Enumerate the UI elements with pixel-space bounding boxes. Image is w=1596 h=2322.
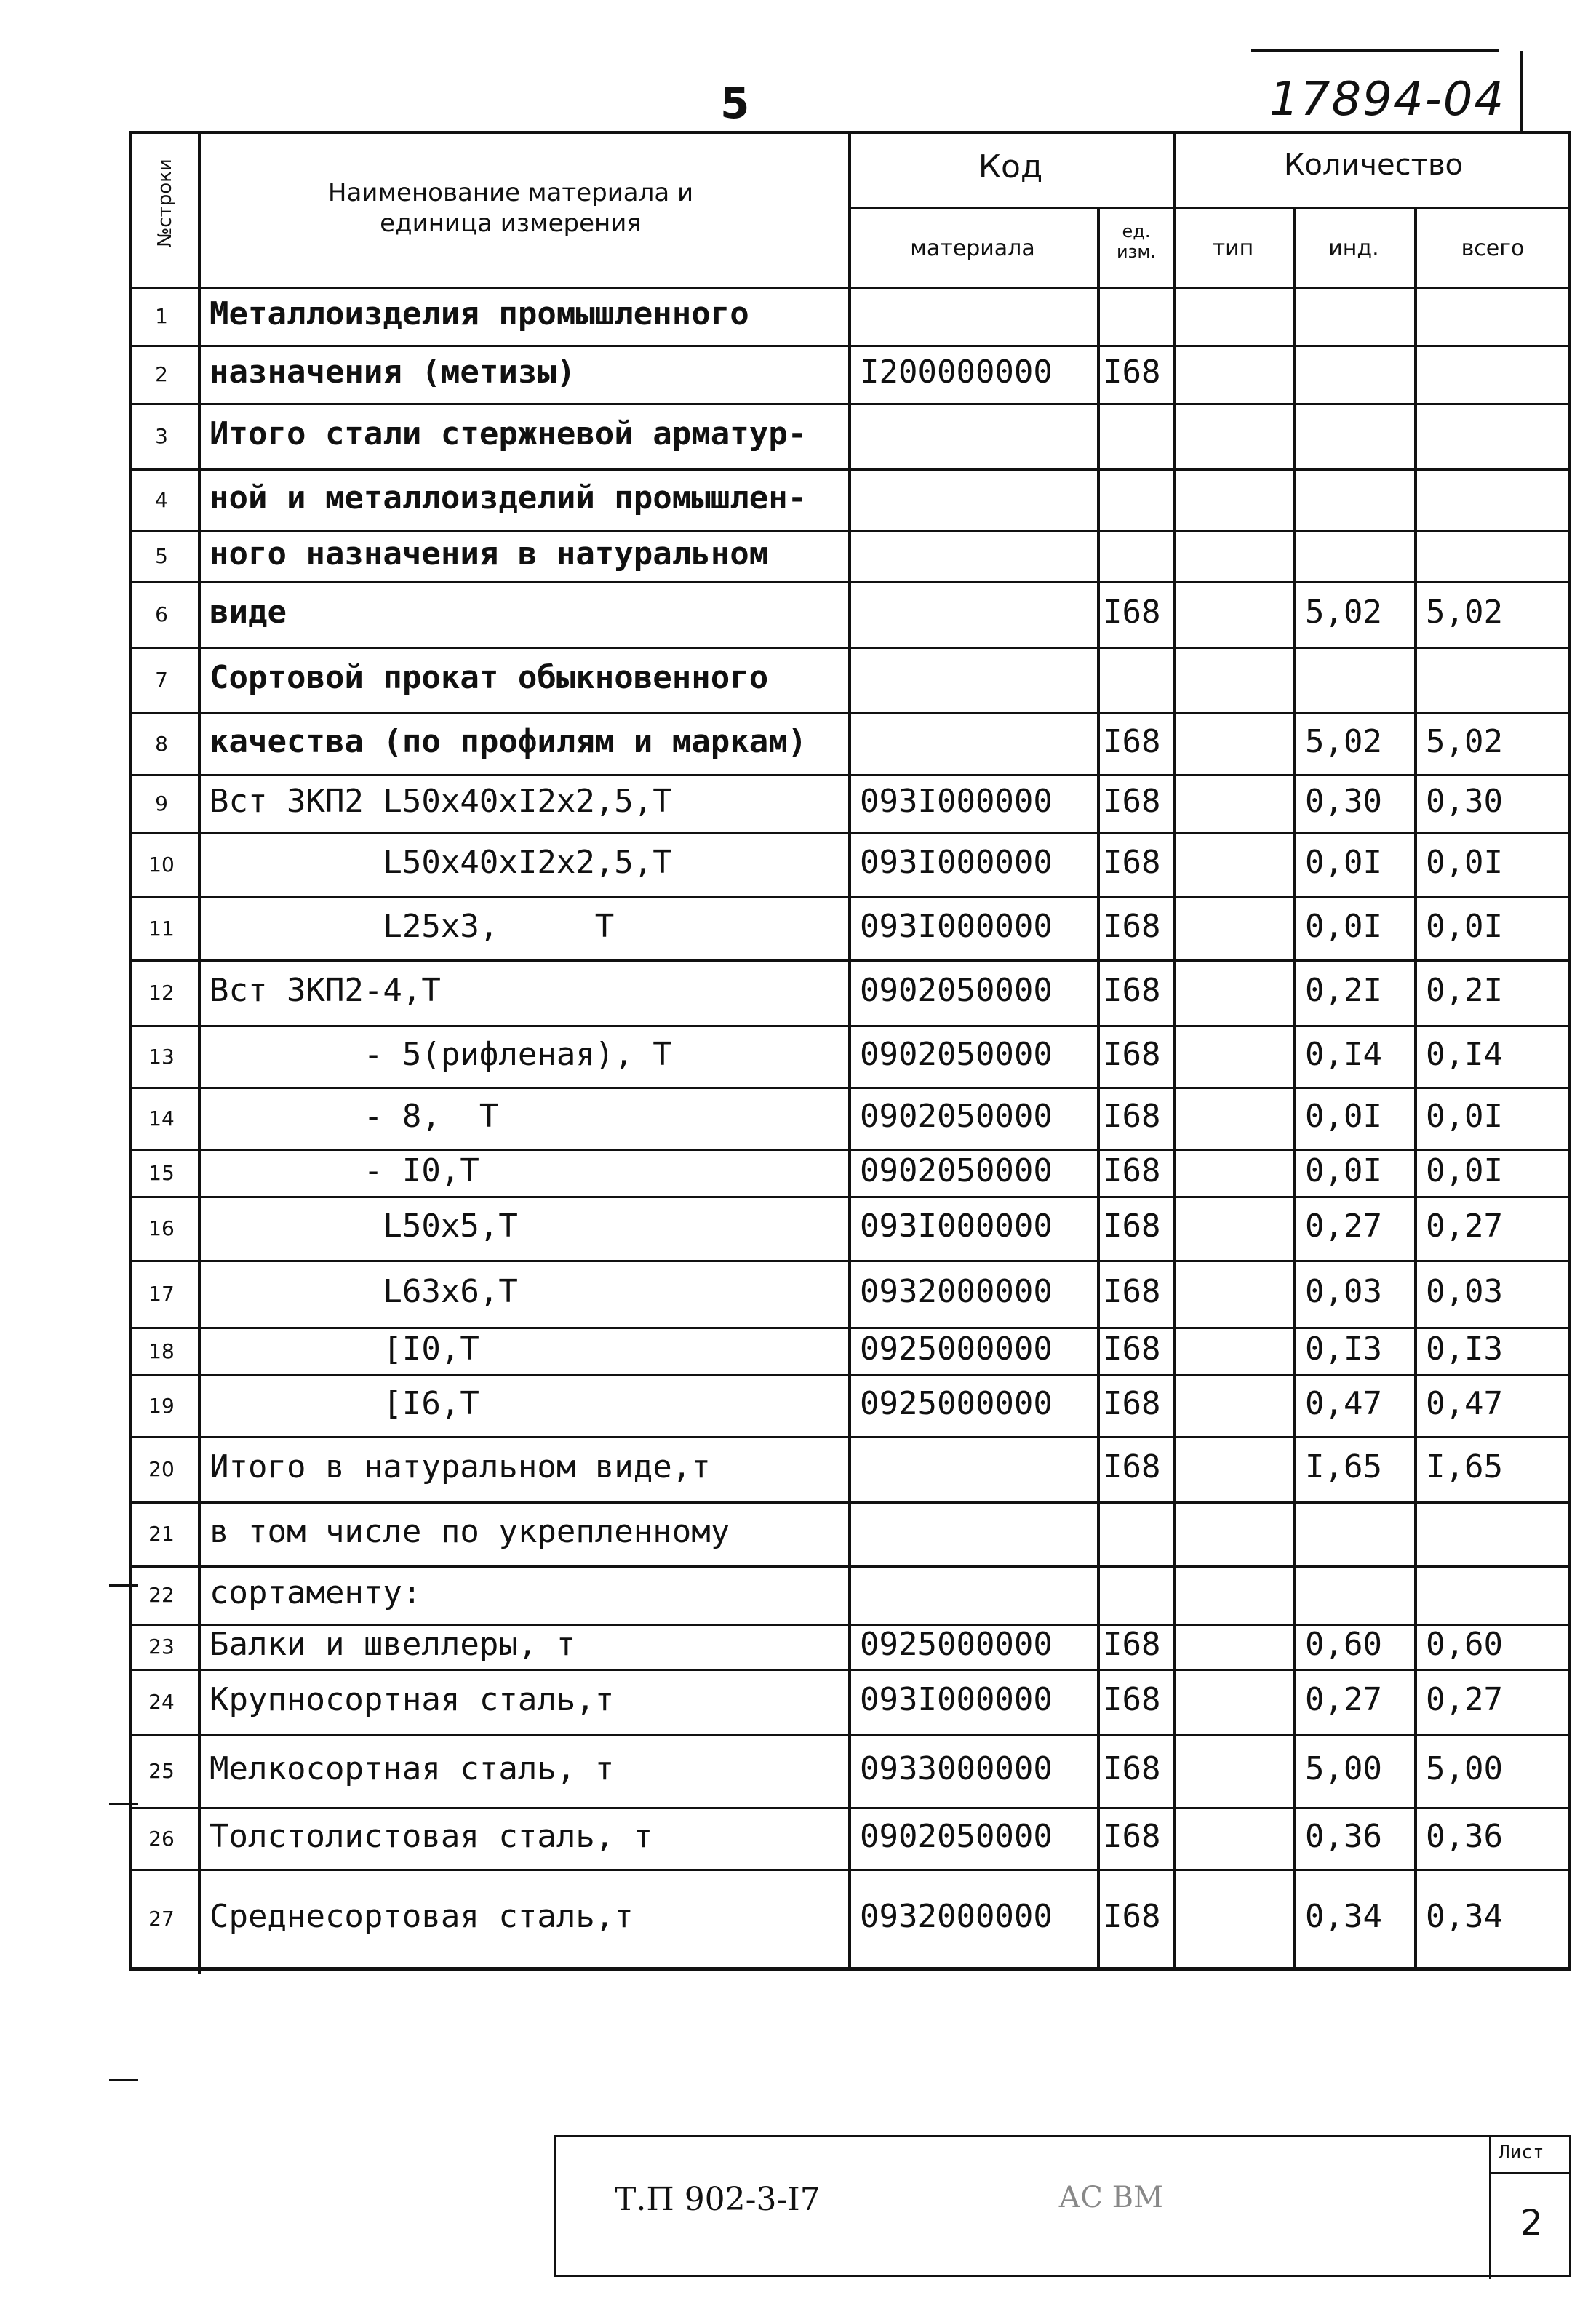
row-divider — [132, 530, 1571, 532]
cell-total: 0,47 — [1426, 1384, 1503, 1422]
cell-name: Итого в натуральном виде,т — [210, 1448, 711, 1485]
title-block — [554, 2135, 1571, 2277]
header-qty-type: тип — [1212, 236, 1254, 261]
cell-unit: I68 — [1103, 1273, 1161, 1310]
cell-name: L50x5,Т — [210, 1208, 518, 1245]
row-divider — [132, 1436, 1571, 1438]
cell-total: 0,2I — [1426, 972, 1503, 1009]
cell-ind: 0,2I — [1305, 972, 1382, 1009]
table-body-bottom — [132, 1967, 1571, 1969]
cell-name: [I0,Т — [210, 1330, 479, 1368]
cell-ind: 5,02 — [1305, 722, 1382, 760]
cell-mat: 0902050000 — [860, 1035, 1053, 1073]
cell-ind: I,65 — [1305, 1448, 1382, 1485]
cell-ind: 5,02 — [1305, 594, 1382, 631]
header-qty-ind: инд. — [1328, 236, 1379, 261]
cell-name: в том числе по укрепленному — [210, 1513, 730, 1550]
row-number: 27 — [148, 1906, 175, 1931]
row-divider — [132, 468, 1571, 471]
cell-unit: I68 — [1103, 1152, 1161, 1189]
cell-name: L63x6,Т — [210, 1273, 518, 1310]
cell-total: 5,02 — [1426, 594, 1503, 631]
row-number: 14 — [148, 1106, 175, 1130]
cell-name: назначения (метизы) — [210, 354, 576, 391]
row-number: 24 — [148, 1690, 175, 1714]
cell-mat: 0902050000 — [860, 972, 1053, 1009]
cell-total: I,65 — [1426, 1448, 1503, 1485]
cell-unit: I68 — [1103, 783, 1161, 820]
row-divider — [132, 1260, 1571, 1262]
header-bottom — [132, 287, 1571, 289]
row-number: 20 — [148, 1457, 175, 1481]
cell-name: ной и металлоизделий промышлен- — [210, 479, 807, 516]
cell-unit: I68 — [1103, 1330, 1161, 1368]
cell-unit: I68 — [1103, 594, 1161, 631]
cell-mat: 0902050000 — [860, 1152, 1053, 1189]
cell-name: - I0,Т — [210, 1152, 479, 1189]
cell-mat: 0902050000 — [860, 1817, 1053, 1855]
doc-number-underline — [1251, 49, 1499, 52]
cell-total: 0,27 — [1426, 1681, 1503, 1718]
cell-ind: 0,60 — [1305, 1626, 1382, 1663]
cell-name: Мелкосортная сталь, т — [210, 1750, 615, 1787]
cell-total: 0,0I — [1426, 1152, 1503, 1189]
cell-name: - 8, Т — [210, 1097, 499, 1135]
cell-mat: 0925000000 — [860, 1330, 1053, 1368]
cell-total: 0,27 — [1426, 1208, 1503, 1245]
sheet-label: Лист — [1499, 2142, 1544, 2163]
cell-mat: 093I000000 — [860, 907, 1053, 945]
row-number: 13 — [148, 1044, 175, 1069]
cell-total: 0,36 — [1426, 1817, 1503, 1855]
cell-unit: I68 — [1103, 1384, 1161, 1422]
cell-name: Итого стали стержневой арматур- — [210, 415, 807, 452]
row-number: 10 — [148, 853, 175, 877]
cell-name: L50x40xI2x2,5,Т — [210, 844, 672, 881]
header-code-material: материала — [910, 236, 1035, 261]
cell-total: 0,03 — [1426, 1273, 1503, 1310]
cell-mat: 093I000000 — [860, 844, 1053, 881]
row-divider — [132, 647, 1571, 649]
col-divider — [198, 134, 201, 1974]
sheet-separator — [1491, 2172, 1571, 2174]
cell-ind: 0,36 — [1305, 1817, 1382, 1855]
cell-ind: 5,00 — [1305, 1750, 1382, 1787]
cell-total: 5,00 — [1426, 1750, 1503, 1787]
cell-name: сортаменту: — [210, 1574, 422, 1611]
title-block-code: Т.П 902-3-I7 — [615, 2181, 821, 2218]
cell-mat: 093I000000 — [860, 1681, 1053, 1718]
cell-name: Балки и швеллеры, т — [210, 1626, 576, 1663]
cell-mat: 0933000000 — [860, 1750, 1053, 1787]
cell-ind: 0,03 — [1305, 1273, 1382, 1310]
cell-mat: 0932000000 — [860, 1897, 1053, 1935]
row-number: 3 — [155, 424, 168, 448]
row-divider — [132, 1196, 1571, 1198]
cell-mat: 0932000000 — [860, 1273, 1053, 1310]
cell-name: Крупносортная сталь,т — [210, 1681, 615, 1718]
title-block-mark: АС ВМ — [1058, 2181, 1163, 2214]
row-number: 8 — [155, 731, 168, 756]
cell-name: виде — [210, 594, 287, 631]
cell-name: Сортовой прокат обыкновенного — [210, 659, 769, 696]
cell-ind: 0,30 — [1305, 783, 1382, 820]
row-number: 16 — [148, 1216, 175, 1240]
cell-ind: 0,0I — [1305, 907, 1382, 945]
cell-mat: I200000000 — [860, 354, 1053, 391]
cell-name: ного назначения в натуральном — [210, 535, 769, 572]
cell-mat: 093I000000 — [860, 783, 1053, 820]
header-name: Наименование материала и единица измерения — [327, 178, 694, 238]
row-number: 5 — [155, 544, 168, 568]
row-number: 12 — [148, 981, 175, 1005]
row-number: 11 — [148, 916, 175, 941]
row-number: 23 — [148, 1635, 175, 1659]
cell-total: 0,60 — [1426, 1626, 1503, 1663]
header-quantity: Количество — [1283, 148, 1463, 182]
cell-unit: I68 — [1103, 1750, 1161, 1787]
row-number: 1 — [155, 304, 168, 328]
header-row-number: №строки — [154, 159, 176, 247]
header-code-unit: ед. изм. — [1116, 221, 1157, 262]
cell-unit: I68 — [1103, 1097, 1161, 1135]
row-divider — [132, 1807, 1571, 1809]
margin-tick — [109, 2079, 138, 2081]
row-divider — [132, 345, 1571, 347]
row-divider — [132, 959, 1571, 962]
row-divider — [132, 1869, 1571, 1871]
row-divider — [132, 1501, 1571, 1504]
cell-mat: 0925000000 — [860, 1626, 1053, 1663]
row-number: 21 — [148, 1522, 175, 1546]
specification-table — [129, 131, 1571, 1971]
cell-total: 5,02 — [1426, 722, 1503, 760]
row-divider — [132, 581, 1571, 583]
col-divider — [848, 134, 851, 1967]
cell-ind: 0,34 — [1305, 1897, 1382, 1935]
cell-unit: I68 — [1103, 354, 1161, 391]
row-divider — [132, 1734, 1571, 1736]
cell-mat: 093I000000 — [860, 1208, 1053, 1245]
row-number: 7 — [155, 668, 168, 692]
col-divider — [1173, 134, 1176, 1967]
cell-name: [I6,Т — [210, 1384, 479, 1422]
cell-ind: 0,0I — [1305, 844, 1382, 881]
cell-name: качества (по профилям и маркам) — [210, 722, 807, 760]
cell-unit: I68 — [1103, 1897, 1161, 1935]
row-divider — [132, 1025, 1571, 1027]
cell-ind: 0,0I — [1305, 1097, 1382, 1135]
header-subdivider — [848, 207, 1571, 209]
cell-name: - 5(рифленая), Т — [210, 1035, 672, 1073]
cell-name: Вст 3КП2-4,Т — [210, 972, 441, 1009]
row-number: 18 — [148, 1338, 175, 1363]
cell-unit: I68 — [1103, 1681, 1161, 1718]
row-divider — [132, 1669, 1571, 1671]
row-number: 17 — [148, 1282, 175, 1306]
cell-unit: I68 — [1103, 1208, 1161, 1245]
cell-unit: I68 — [1103, 972, 1161, 1009]
row-divider — [132, 1327, 1571, 1329]
row-divider — [132, 1565, 1571, 1568]
row-divider — [132, 1087, 1571, 1089]
cell-total: 0,34 — [1426, 1897, 1503, 1935]
cell-unit: I68 — [1103, 1626, 1161, 1663]
row-number: 22 — [148, 1583, 175, 1607]
row-divider — [132, 1149, 1571, 1151]
cell-total: 0,30 — [1426, 783, 1503, 820]
row-divider — [132, 1374, 1571, 1376]
cell-mat: 0902050000 — [860, 1097, 1053, 1135]
cell-total: 0,I3 — [1426, 1330, 1503, 1368]
row-number: 2 — [155, 362, 168, 386]
cell-name: Толстолистовая сталь, т — [210, 1817, 653, 1855]
row-divider — [132, 403, 1571, 405]
row-divider — [132, 774, 1571, 776]
document-number: 17894-04 — [1269, 73, 1506, 127]
row-divider — [132, 896, 1571, 898]
page-number: 5 — [720, 79, 750, 128]
cell-total: 0,0I — [1426, 907, 1503, 945]
row-divider — [132, 712, 1571, 714]
cell-unit: I68 — [1103, 1817, 1161, 1855]
cell-name: Среднесортовая сталь,т — [210, 1897, 634, 1935]
row-divider — [132, 832, 1571, 834]
header-qty-total: всего — [1461, 236, 1525, 261]
doc-number-rule — [1520, 51, 1523, 131]
cell-unit: I68 — [1103, 1448, 1161, 1485]
row-number: 26 — [148, 1826, 175, 1851]
cell-mat: 0925000000 — [860, 1384, 1053, 1422]
cell-name: Вст 3КП2 L50x40xI2x2,5,Т — [210, 783, 672, 820]
cell-ind: 0,I4 — [1305, 1035, 1382, 1073]
cell-ind: 0,0I — [1305, 1152, 1382, 1189]
sheet-number: 2 — [1520, 2203, 1543, 2243]
cell-ind: 0,27 — [1305, 1208, 1382, 1245]
cell-unit: I68 — [1103, 907, 1161, 945]
cell-ind: 0,I3 — [1305, 1330, 1382, 1368]
cell-total: 0,I4 — [1426, 1035, 1503, 1073]
cell-name: Металлоизделия промышленного — [210, 295, 749, 332]
sheet-box — [1489, 2137, 1569, 2279]
row-number: 19 — [148, 1393, 175, 1418]
cell-total: 0,0I — [1426, 1097, 1503, 1135]
cell-unit: I68 — [1103, 844, 1161, 881]
row-number: 4 — [155, 487, 168, 512]
cell-ind: 0,27 — [1305, 1681, 1382, 1718]
cell-total: 0,0I — [1426, 844, 1503, 881]
row-number: 9 — [155, 791, 168, 815]
cell-unit: I68 — [1103, 1035, 1161, 1073]
header-code: Код — [978, 148, 1043, 185]
row-number: 6 — [155, 602, 168, 626]
row-number: 25 — [148, 1759, 175, 1783]
cell-name: L25x3, Т — [210, 907, 615, 945]
row-number: 15 — [148, 1160, 175, 1185]
cell-unit: I68 — [1103, 722, 1161, 760]
cell-ind: 0,47 — [1305, 1384, 1382, 1422]
